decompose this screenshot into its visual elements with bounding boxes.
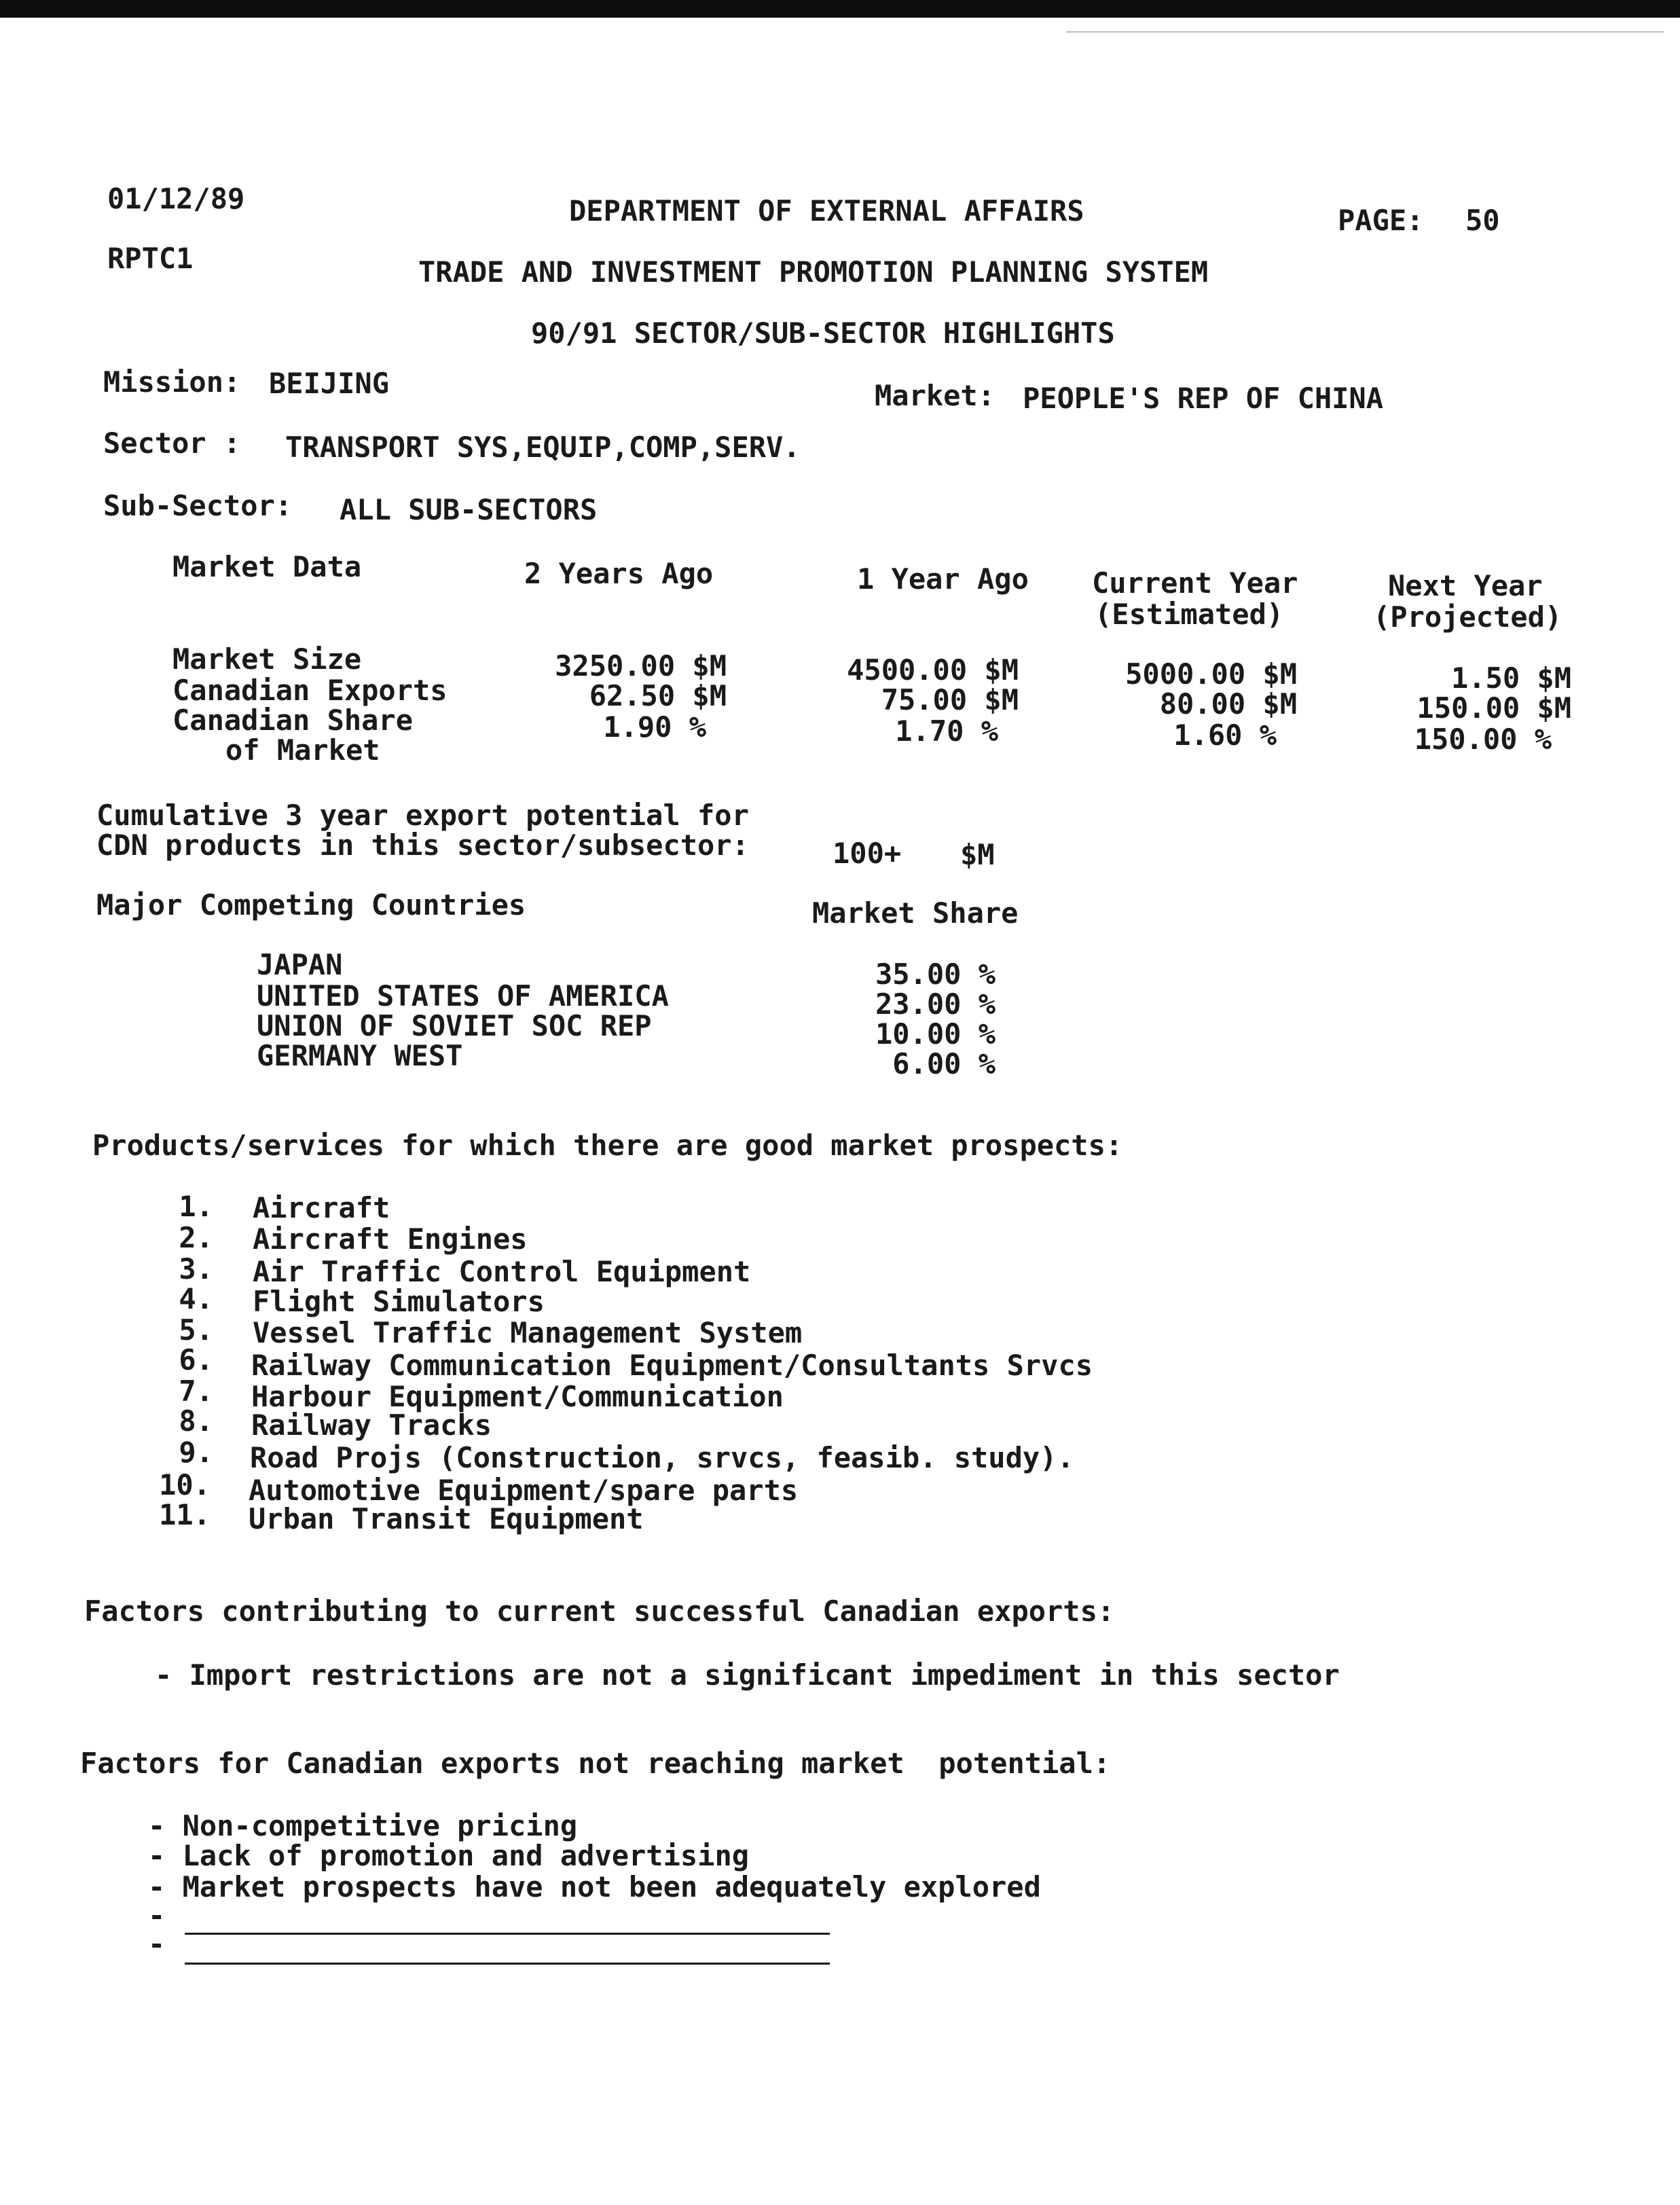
prospect-text: Automotive Equipment/spare parts — [249, 1474, 799, 1507]
report-code: RPTC1 — [107, 242, 194, 275]
prospect-number: 5. — [179, 1313, 213, 1347]
mission-value: BEIJING — [269, 367, 390, 400]
market-data-header: Market Data — [172, 550, 362, 583]
shortfall-factor-item: - Market prospects have not been adequately explored — [148, 1870, 1041, 1903]
blank-entry-line — [185, 1963, 830, 1965]
value-1y: 4500.00 $M — [847, 653, 1019, 687]
prospect-text: Railway Tracks — [251, 1408, 492, 1442]
scan-edge-line — [1066, 31, 1664, 33]
row-label: Market Size — [172, 642, 362, 676]
competitor-country: UNITED STATES OF AMERICA — [257, 979, 669, 1013]
competitor-country: JAPAN — [257, 948, 343, 981]
prospect-text: Harbour Equipment/Communication — [251, 1380, 784, 1413]
market-label: Market: — [875, 379, 996, 412]
page-number: 50 — [1465, 204, 1500, 237]
competitor-share: 10.00 % — [875, 1017, 996, 1051]
competitor-share: 6.00 % — [892, 1047, 996, 1080]
prospect-number: 7. — [179, 1374, 213, 1408]
sector-label: Sector : — [103, 426, 241, 460]
prospect-text: Urban Transit Equipment — [249, 1502, 644, 1535]
competitors-header: Major Competing Countries — [96, 888, 526, 922]
competitor-share: 35.00 % — [875, 958, 996, 991]
shortfall-factor-item: - Lack of promotion and advertising — [148, 1839, 750, 1872]
page-label: PAGE: — [1338, 204, 1424, 237]
subsector-label: Sub-Sector: — [103, 489, 293, 522]
blank-entry-line — [185, 1933, 830, 1935]
report-date: 01/12/89 — [107, 182, 245, 215]
market-share-header: Market Share — [812, 896, 1019, 930]
shortfall-factors-header: Factors for Canadian exports not reaching market potential: — [80, 1747, 1111, 1780]
prospect-number: 3. — [179, 1252, 213, 1286]
value-1y: 1.70 % — [895, 714, 998, 748]
value-current: 80.00 $M — [1159, 687, 1297, 721]
success-factors-header: Factors contributing to current successful Canadian exports: — [84, 1594, 1115, 1628]
row-label-cont: of Market — [225, 733, 380, 767]
blank-dash: - — [148, 1899, 166, 1932]
prospect-number: 10. — [159, 1468, 211, 1501]
prospect-number: 11. — [159, 1498, 211, 1531]
report-title: 90/91 SECTOR/SUB-SECTOR HIGHLIGHTS — [531, 316, 1115, 350]
competitor-country: GERMANY WEST — [257, 1039, 463, 1072]
col-current-year: Current Year — [1092, 566, 1298, 600]
prospect-number: 1. — [179, 1190, 213, 1223]
sector-value: TRANSPORT SYS,EQUIP,COMP,SERV. — [285, 431, 801, 464]
prospect-text: Aircraft — [253, 1191, 390, 1224]
prospect-number: 6. — [179, 1343, 213, 1377]
value-1y: 75.00 $M — [881, 683, 1019, 716]
potential-unit: $M — [960, 838, 995, 871]
value-next: 150.00 $M — [1417, 691, 1571, 725]
prospect-text: Flight Simulators — [253, 1285, 545, 1318]
value-current: 1.60 % — [1173, 718, 1277, 752]
mission-label: Mission: — [103, 365, 241, 399]
competitor-share: 23.00 % — [875, 987, 996, 1021]
col-current-estimated: (Estimated) — [1095, 598, 1284, 631]
value-2y: 62.50 $M — [589, 679, 727, 712]
prospect-number: 4. — [179, 1282, 213, 1315]
prospect-text: Railway Communication Equipment/Consultants Srvcs — [251, 1349, 1093, 1382]
subsector-value: ALL SUB-SECTORS — [340, 493, 598, 526]
prospect-number: 9. — [179, 1436, 213, 1469]
row-label: Canadian Exports — [172, 674, 448, 707]
department-title: DEPARTMENT OF EXTERNAL AFFAIRS — [569, 194, 1084, 227]
prospect-number: 2. — [179, 1221, 213, 1254]
blank-dash: - — [148, 1927, 166, 1961]
prospects-header: Products/services for which there are good market prospects: — [92, 1129, 1123, 1162]
success-factor-item: - Import restrictions are not a significant impediment in this sector — [155, 1658, 1340, 1692]
col-1-year-ago: 1 Year Ago — [857, 562, 1029, 596]
potential-value: 100+ — [833, 837, 902, 870]
value-current: 5000.00 $M — [1125, 657, 1297, 691]
value-2y: 3250.00 $M — [555, 649, 727, 682]
prospect-text: Aircraft Engines — [253, 1222, 528, 1256]
system-title: TRADE AND INVESTMENT PROMOTION PLANNING SYSTEM — [418, 255, 1209, 289]
prospect-number: 8. — [179, 1404, 213, 1438]
competitor-country: UNION OF SOVIET SOC REP — [257, 1009, 652, 1042]
col-next-year: Next Year — [1388, 569, 1543, 602]
scan-top-border — [0, 0, 1680, 18]
market-value: PEOPLE'S REP OF CHINA — [1023, 382, 1384, 415]
prospect-text: Vessel Traffic Management System — [253, 1316, 803, 1349]
col-next-projected: (Projected) — [1373, 600, 1563, 634]
potential-line-2: CDN products in this sector/subsector: — [96, 828, 749, 862]
row-label: Canadian Share — [172, 704, 414, 737]
potential-line-1: Cumulative 3 year export potential for — [96, 799, 749, 832]
shortfall-factor-item: - Non-competitive pricing — [148, 1809, 578, 1842]
value-next: 1.50 $M — [1450, 661, 1571, 695]
prospect-text: Air Traffic Control Equipment — [253, 1255, 751, 1288]
value-next: 150.00 % — [1414, 723, 1552, 756]
col-2-years-ago: 2 Years Ago — [524, 557, 714, 590]
prospect-text: Road Projs (Construction, srvcs, feasib. study). — [250, 1441, 1074, 1474]
value-2y: 1.90 % — [603, 710, 706, 744]
